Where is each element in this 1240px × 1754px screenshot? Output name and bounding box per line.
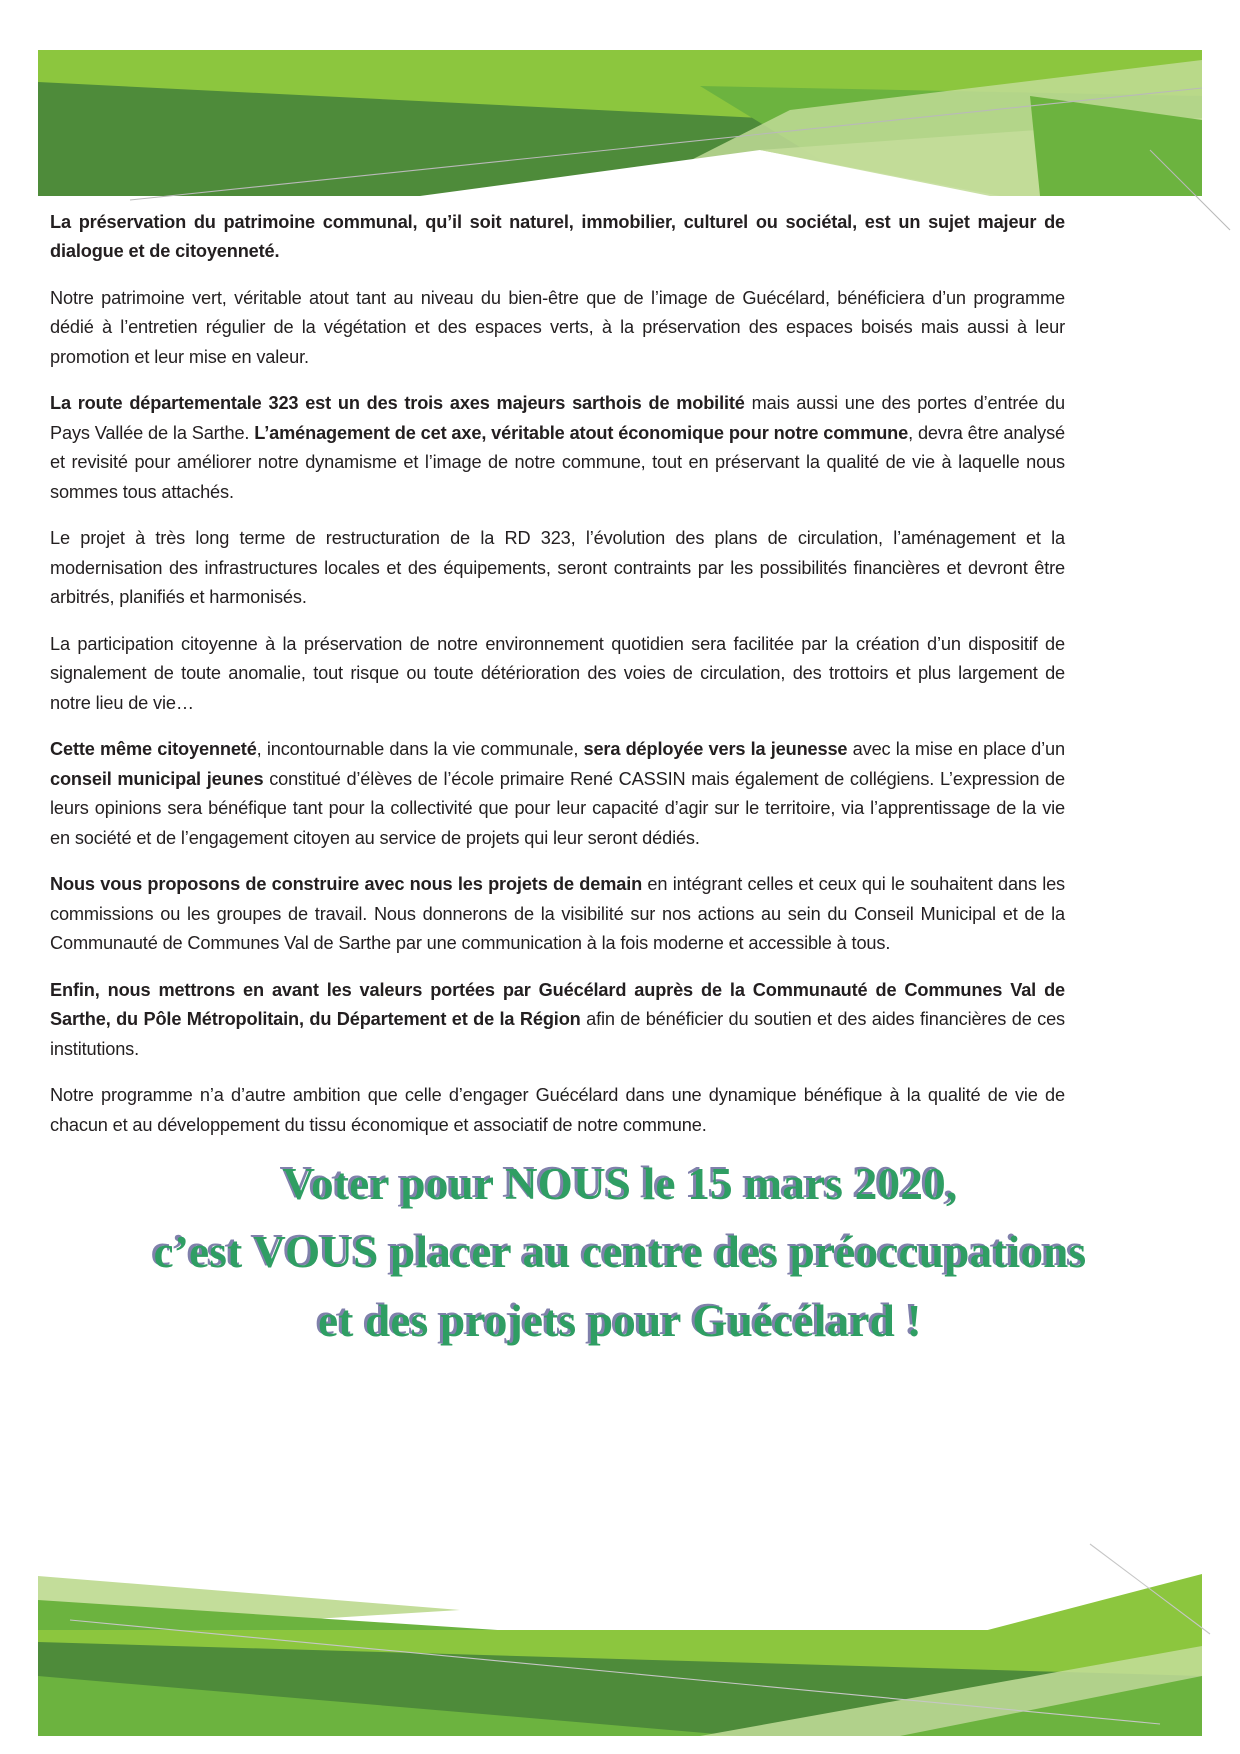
footer-shape-group bbox=[38, 1544, 1210, 1736]
paragraph-8 bbox=[50, 976, 1065, 1064]
paragraph-6-run-5: constitué d’élèves de l’école primaire René CASSIN mais également de collégiens. L’expression de leurs opinions sera bénéfique tant pour la collectivité que pour leur capacité d’agir sur le territoire, via l’apprentissage de la vie en société et de l’engagement citoyen au service de projets qui leur seront dédiés. bbox=[50, 768, 1065, 848]
slogan-line-1: Voter pour NOUS le 15 mars 2020, bbox=[282, 1159, 958, 1209]
paragraph-9-run-0: Notre programme n’a d’autre ambition que celle d’engager Guécélard dans une dynamique bénéfique à la qualité de vie de chacun et au développement du tissu économique et associatif de notre commune. bbox=[50, 1085, 1065, 1135]
paragraph-6-run-2: sera déployée vers la jeunesse bbox=[583, 739, 848, 760]
paragraph-6-run-1: , incontournable dans la vie communale, bbox=[256, 739, 584, 760]
banner-shape-group bbox=[38, 50, 1230, 230]
paragraph-5 bbox=[50, 630, 1065, 718]
paragraph-4-run-0: Le projet à très long terme de restructuration de la RD 323, l’évolution des plans de circulation, l’aménagement et la modernisation des infrastructures locales et des équipements, seront contraints par les possibilités financières et devront être arbitrés, planifiés et harmonisés. bbox=[50, 528, 1065, 608]
footer-decorative-banner bbox=[0, 1424, 1240, 1754]
paragraph-5-run-0: La participation citoyenne à la préservation de notre environnement quotidien sera facilitée par la création d’un dispositif de signalement de toute anomalie, tout risque ou toute détérioration des voies de circulation, des trottoirs et plus largement de notre lieu de vie… bbox=[50, 633, 1065, 713]
paragraph-7 bbox=[50, 870, 1065, 958]
paragraph-9 bbox=[50, 1081, 1065, 1140]
paragraph-6-run-3: avec la mise en place d’un bbox=[847, 739, 1065, 760]
paragraph-3-run-3: , devra être analysé et revisité pour améliorer notre dynamisme et l’image de notre commune, tout en préservant la qualité de vie à laquelle nous sommes tous attachés. bbox=[50, 422, 1065, 502]
paragraph-6 bbox=[50, 735, 1065, 853]
header-decorative-banner bbox=[0, 0, 1240, 240]
paragraph-3-run-2: L’aménagement de cet axe, véritable atout économique pour notre commune bbox=[254, 422, 909, 443]
paragraph-6-run-0: Cette même citoyenneté bbox=[50, 739, 257, 760]
paragraph-2 bbox=[50, 284, 1065, 372]
paragraph-1-run-0: La préservation du patrimoine communal, qu’il soit naturel, immobilier, culturel ou sociétal, est un sujet majeur de dialogue et de citoyenneté. bbox=[50, 212, 1065, 262]
paragraph-8-run-1: afin de bénéficier du soutien et des aides financières de ces institutions. bbox=[50, 1009, 1065, 1059]
paragraph-3-run-0: La route départementale 323 est un des trois axes majeurs sarthois de mobilité bbox=[50, 393, 745, 414]
paragraph-4 bbox=[50, 524, 1065, 612]
paragraph-7-run-1: en intégrant celles et ceux qui le souhaitent dans les commissions ou les groupes de travail. Nous donnerons de la visibilité sur nos actions au sein du Conseil Municipal et de la Communauté de Communes Val de Sarthe par une communication à la fois moderne et accessible à tous. bbox=[50, 874, 1065, 954]
closing-slogan bbox=[0, 1150, 1240, 1355]
paragraph-7-run-0: Nous vous proposons de construire avec nous les projets de demain bbox=[50, 874, 643, 895]
paragraph-1 bbox=[50, 208, 1065, 267]
paragraph-6-run-4: conseil municipal jeunes bbox=[50, 768, 264, 789]
slogan-line-3: et des projets pour Guécélard ! bbox=[318, 1295, 922, 1346]
programme-body bbox=[50, 208, 1065, 1157]
paragraph-8-run-0: Enfin, nous mettrons en avant les valeurs portées par Guécélard auprès de la Communauté de Communes Val de Sarthe, du Pôle Métropolitain, du Département et de la Région bbox=[50, 979, 1065, 1030]
paragraph-3 bbox=[50, 389, 1065, 507]
slogan-line-2: c’est VOUS placer au centre des préoccupations bbox=[153, 1227, 1087, 1278]
paragraph-3-run-1: mais aussi une des portes d’entrée du Pays Vallée de la Sarthe. bbox=[50, 393, 1065, 443]
paragraph-2-run-0: Notre patrimoine vert, véritable atout tant au niveau du bien-être que de l’image de Guécélard, bénéficiera d’un programme dédié à l’entretien régulier de la végétation et des espaces verts, à la préservation des espaces boisés mais aussi à leur promotion et leur mise en valeur. bbox=[50, 287, 1065, 367]
